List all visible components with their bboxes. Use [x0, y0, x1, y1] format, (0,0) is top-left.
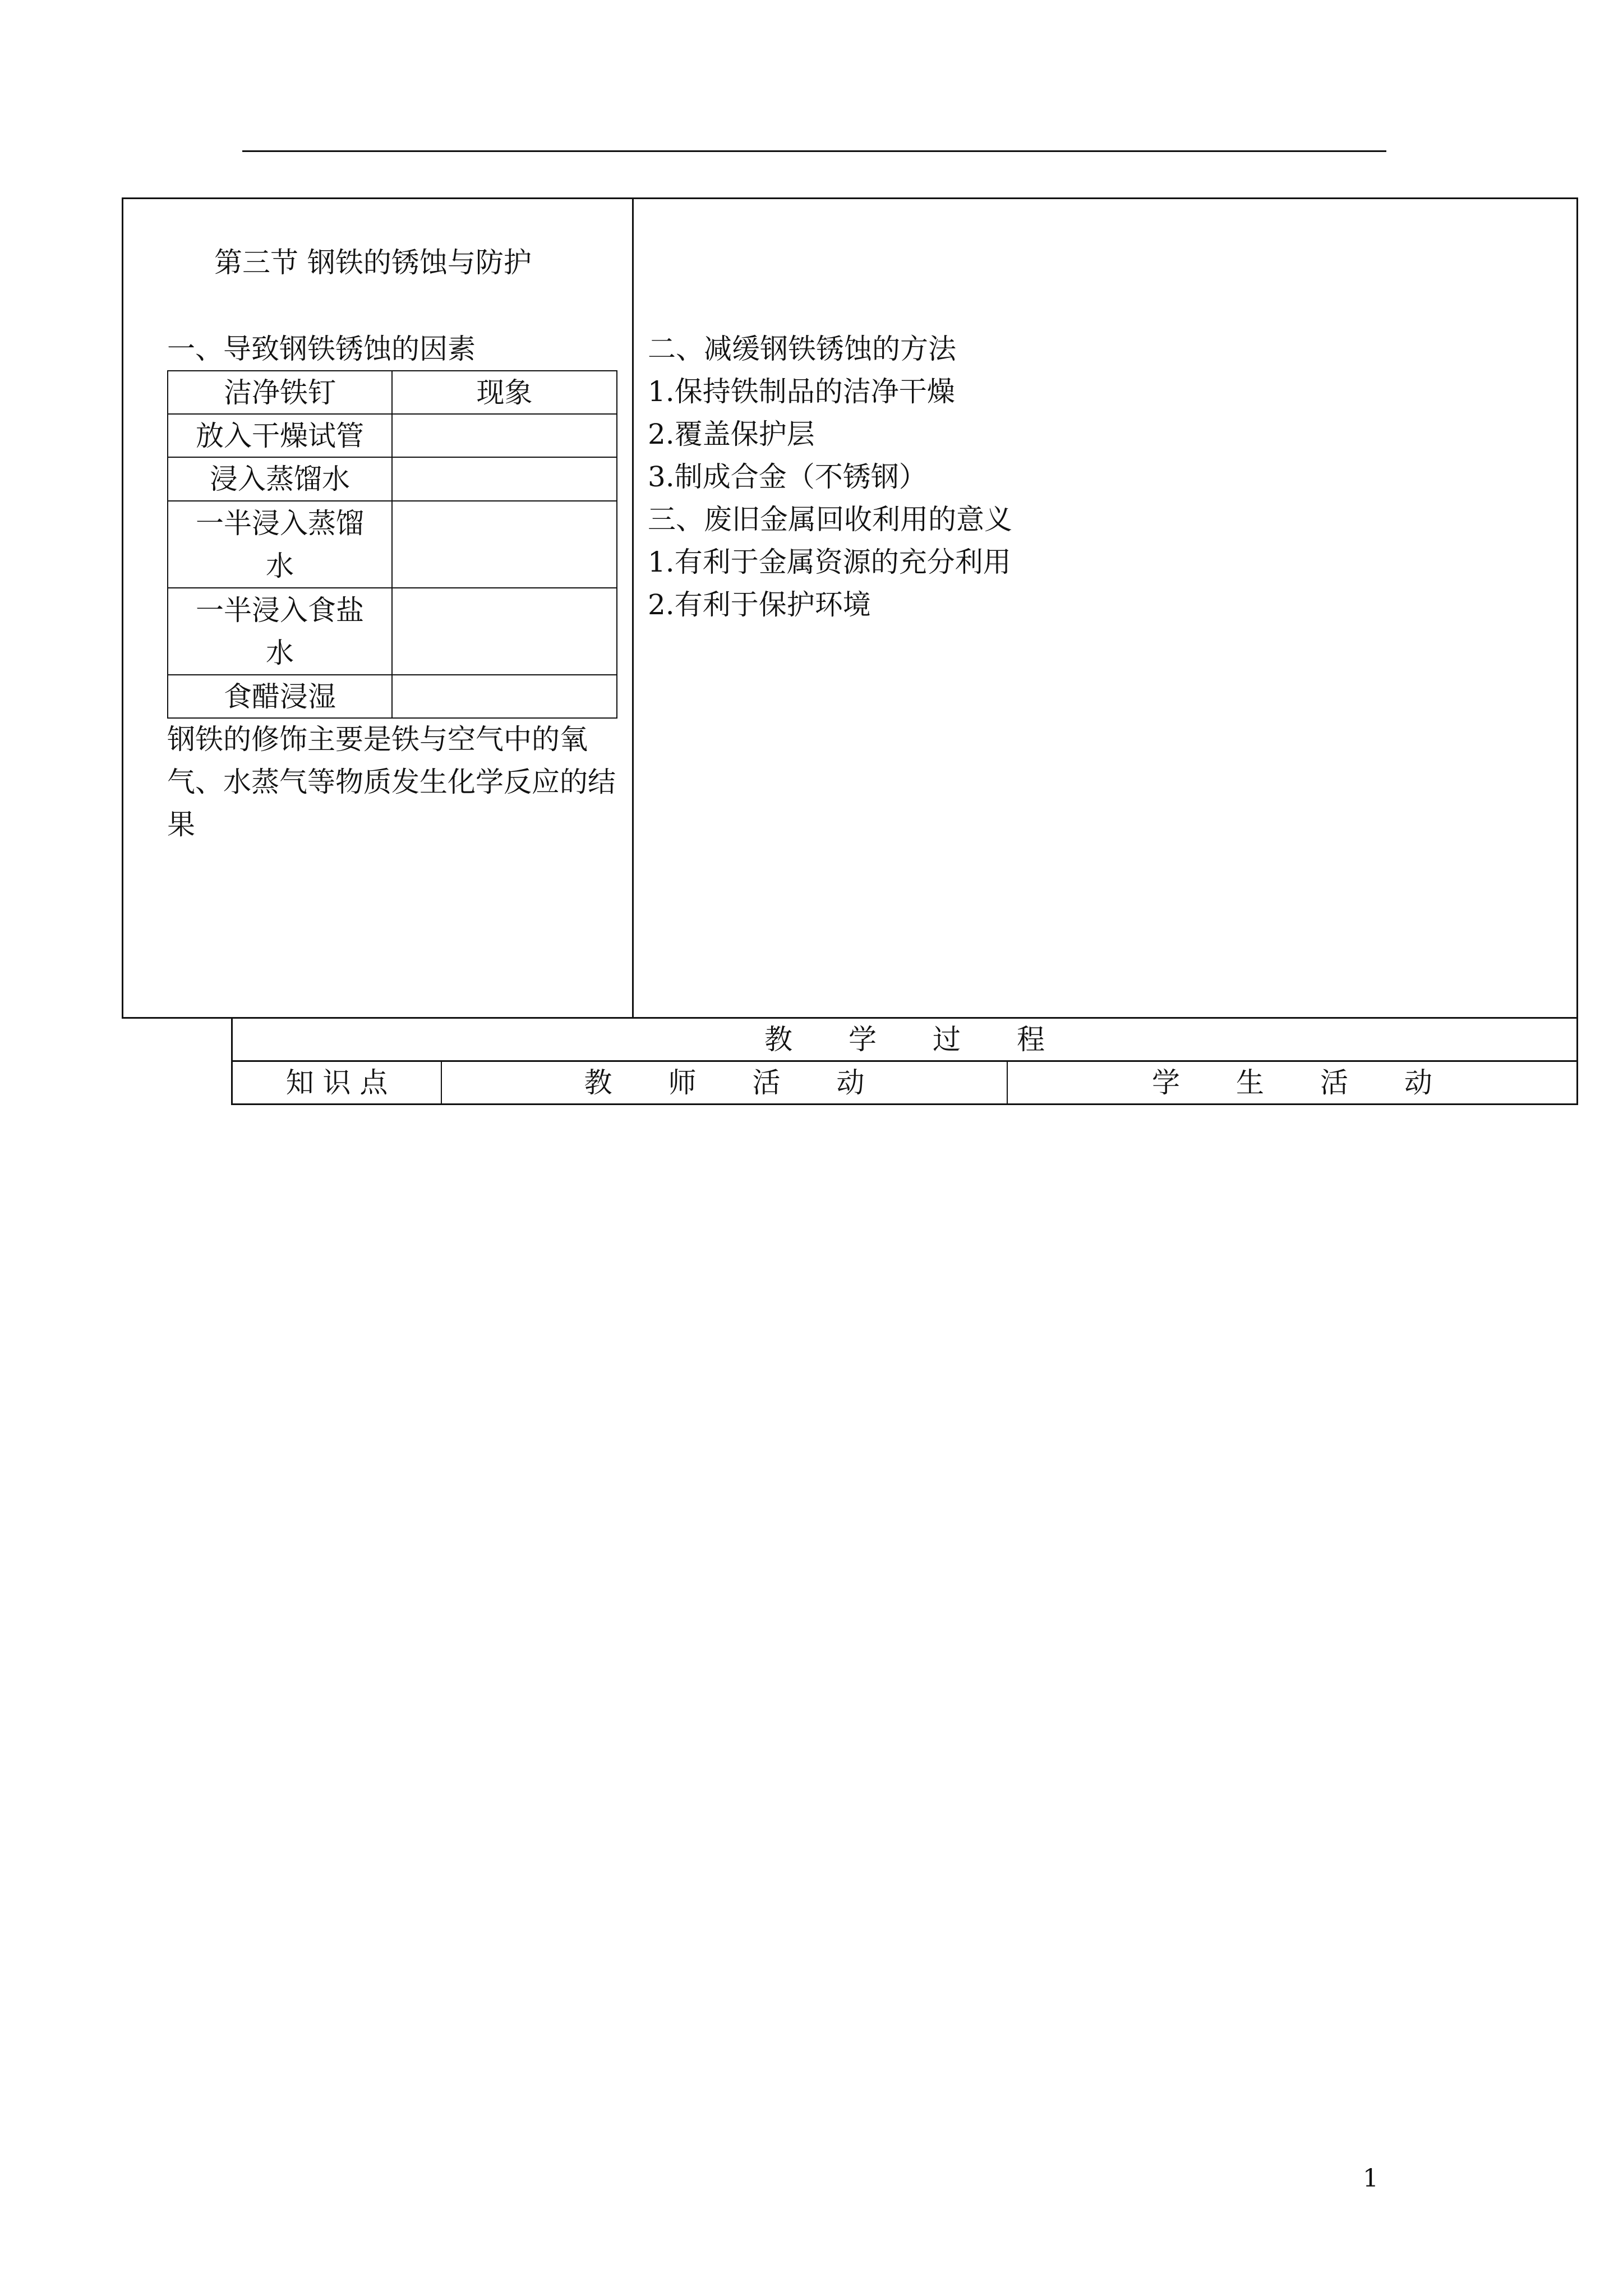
table-row-condition: 浸入蒸馏水	[210, 463, 350, 495]
header-rule	[242, 150, 1386, 152]
table-row-observation	[393, 588, 616, 674]
table-row-observation	[393, 458, 616, 500]
section-title: 第三节 钢铁的锈蚀与防护	[214, 246, 532, 279]
box-divider	[632, 197, 634, 1019]
list-item: 2.覆盖保护层	[648, 418, 815, 450]
list-item: 2.有利于保护环境	[648, 588, 871, 621]
table-header-condition: 洁净铁钉	[224, 376, 336, 409]
col-knowledge-point: 知 识 点	[285, 1066, 388, 1099]
box-left-border	[122, 197, 123, 1019]
methods-heading: 二、减缓钢铁锈蚀的方法	[648, 333, 956, 365]
table-row-observation	[393, 415, 616, 457]
table-row-observation	[393, 501, 616, 587]
box-top-border	[122, 197, 1578, 199]
list-item: 3.制成合金（不锈钢）	[648, 461, 927, 493]
table-row-condition: 放入干燥试管	[196, 419, 364, 452]
recycle-heading: 三、废旧金属回收利用的意义	[648, 503, 1012, 536]
col-teacher-activity: 教 师 活 动	[584, 1066, 865, 1099]
process-title: 教 学 过 程	[764, 1023, 1045, 1056]
page-number: 1	[1363, 2164, 1378, 2193]
col-student-activity: 学 生 活 动	[1152, 1066, 1432, 1099]
table-row-condition: 一半浸入蒸馏 水	[196, 507, 364, 582]
table-row-observation	[393, 675, 616, 717]
table-row-condition: 一半浸入食盐 水	[196, 593, 364, 669]
table-row-condition: 食醋浸湿	[224, 680, 336, 713]
box-right-border	[1576, 197, 1578, 1019]
table-header-observation: 现象	[476, 376, 533, 409]
factors-heading: 一、导致钢铁锈蚀的因素	[167, 333, 476, 365]
list-item: 1.保持铁制品的洁净干燥	[648, 375, 955, 408]
list-item: 1.有利于金属资源的充分利用	[648, 546, 1011, 578]
